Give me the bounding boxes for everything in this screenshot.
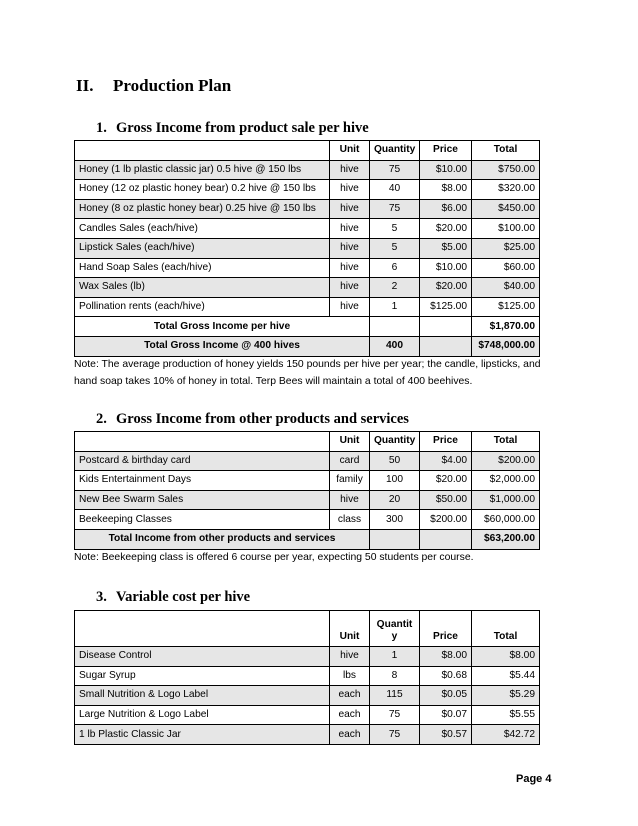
item-cell: New Bee Swarm Sales [75,490,330,510]
total-cell: $2,000.00 [472,471,540,491]
quantity-cell: 2 [370,278,420,298]
total-cell: $42.72 [472,725,540,745]
unit-cell: hive [330,647,370,667]
quantity-cell: 6 [370,258,420,278]
unit-cell: hive [330,490,370,510]
total-400-hives-row [75,336,540,356]
total-cell: $8.00 [472,647,540,667]
price-cell: $4.00 [420,451,472,471]
quantity-cell: 75 [370,705,420,725]
page-number: Page 4 [516,773,552,785]
column-header [75,141,330,161]
table-row [75,725,540,745]
empty-cell [370,317,420,337]
table-row [75,647,540,667]
total-cell: $320.00 [472,180,540,200]
total-value: $63,200.00 [472,529,540,549]
price-cell: $10.00 [420,160,472,180]
quantity-cell: 75 [370,725,420,745]
total-cell: $1,000.00 [472,490,540,510]
item-cell: Sugar Syrup [75,666,330,686]
price-cell: $8.00 [420,647,472,667]
total-cell: $5.44 [472,666,540,686]
item-cell: Hand Soap Sales (each/hive) [75,258,330,278]
column-header: Quantity [370,141,420,161]
total-cell: $60.00 [472,258,540,278]
column-header: Quantit y [370,611,420,647]
price-cell: $20.00 [420,471,472,491]
subsection-title: Gross Income from other products and services [116,411,409,427]
item-cell: Small Nutrition & Logo Label [75,686,330,706]
table-row [75,278,540,298]
item-cell: Pollination rents (each/hive) [75,297,330,317]
total-cell: $60,000.00 [472,510,540,530]
total-cell: $25.00 [472,238,540,258]
unit-cell: hive [330,258,370,278]
table-row [75,510,540,530]
price-cell: $0.57 [420,725,472,745]
column-header: Price [420,611,472,647]
price-cell: $8.00 [420,180,472,200]
unit-cell: family [330,471,370,491]
quantity-cell: 75 [370,199,420,219]
empty-cell [420,529,472,549]
item-cell: Beekeeping Classes [75,510,330,530]
total-cell: $450.00 [472,199,540,219]
item-cell: Honey (8 oz plastic honey bear) 0.25 hive @ 150 lbs [75,199,330,219]
column-header: Total [472,141,540,161]
price-cell: $200.00 [420,510,472,530]
table-row [75,160,540,180]
section-title: Production Plan [113,76,232,95]
price-cell: $20.00 [420,278,472,298]
section-heading [76,76,231,96]
total-value: $748,000.00 [472,336,540,356]
price-cell: $0.07 [420,705,472,725]
subsection-title: Gross Income from product sale per hive [116,120,369,136]
unit-cell: each [330,686,370,706]
quantity-cell: 115 [370,686,420,706]
unit-cell: each [330,725,370,745]
subsection-heading-3 [96,589,250,606]
unit-cell: hive [330,160,370,180]
empty-cell [370,529,420,549]
unit-cell: lbs [330,666,370,686]
table-row [75,219,540,239]
unit-cell: class [330,510,370,530]
table-header-row [75,432,540,452]
price-cell: $50.00 [420,490,472,510]
table-header-row [75,141,540,161]
price-cell: $0.05 [420,686,472,706]
note-honey-production: Note: The average production of honey yields 150 pounds per hive per year; the candle, lipsticks, and hand soap takes 10% of honey in total. Terp Bees will maintain a total of 400 beehives. [74,359,541,387]
item-cell: Postcard & birthday card [75,451,330,471]
total-cell: $5.29 [472,686,540,706]
quantity-cell: 5 [370,238,420,258]
quantity-cell: 20 [370,490,420,510]
gross-income-product-table [74,140,540,357]
quantity-cell: 1 [370,647,420,667]
item-cell: Kids Entertainment Days [75,471,330,491]
total-cell: $125.00 [472,297,540,317]
subsection-title: Variable cost per hive [116,589,251,605]
column-header: Price [420,141,472,161]
total-per-hive-row [75,317,540,337]
column-header [75,432,330,452]
price-cell: $5.00 [420,238,472,258]
table-row [75,451,540,471]
quantity-cell: 75 [370,160,420,180]
price-cell: $20.00 [420,219,472,239]
item-cell: Disease Control [75,647,330,667]
unit-cell: hive [330,297,370,317]
item-cell: Candles Sales (each/hive) [75,219,330,239]
table-row [75,258,540,278]
column-header: Unit [330,611,370,647]
total-cell: $200.00 [472,451,540,471]
quantity-cell: 5 [370,219,420,239]
item-cell: Honey (1 lb plastic classic jar) 0.5 hive @ 150 lbs [75,160,330,180]
total-value: $1,870.00 [472,317,540,337]
table-row [75,238,540,258]
section-number: II. [76,76,94,95]
total-label: Total Gross Income per hive [75,317,370,337]
table-row [75,180,540,200]
column-header: Quantity [370,432,420,452]
subsection-number: 3. [96,589,107,605]
empty-cell [420,317,472,337]
total-label: Total Income from other products and services [75,529,370,549]
item-cell: Wax Sales (lb) [75,278,330,298]
total-cell: $750.00 [472,160,540,180]
price-cell: $125.00 [420,297,472,317]
column-header: Total [472,611,540,647]
variable-cost-table [74,610,540,745]
column-header: Price [420,432,472,452]
total-cell: $100.00 [472,219,540,239]
unit-cell: hive [330,180,370,200]
table-row [75,199,540,219]
item-cell: Honey (12 oz plastic honey bear) 0.2 hive @ 150 lbs [75,180,330,200]
price-cell: $10.00 [420,258,472,278]
price-cell: $0.68 [420,666,472,686]
price-cell: $6.00 [420,199,472,219]
subsection-heading-1 [96,120,369,137]
total-quantity: 400 [370,336,420,356]
column-header: Total [472,432,540,452]
note-beekeeping-class: Note: Beekeeping class is offered 6 course per year, expecting 50 students per course. [74,552,474,563]
column-header: Unit [330,432,370,452]
total-cell: $40.00 [472,278,540,298]
unit-cell: card [330,451,370,471]
total-other-income-row [75,529,540,549]
unit-cell: hive [330,199,370,219]
quantity-cell: 100 [370,471,420,491]
table-row [75,666,540,686]
unit-cell: hive [330,219,370,239]
total-label: Total Gross Income @ 400 hives [75,336,370,356]
subsection-heading-2 [96,411,409,428]
total-cell: $5.55 [472,705,540,725]
column-header [75,611,330,647]
table-header-row [75,611,540,647]
item-cell: Large Nutrition & Logo Label [75,705,330,725]
subsection-number: 2. [96,411,107,427]
item-cell: Lipstick Sales (each/hive) [75,238,330,258]
table-row [75,686,540,706]
column-header: Unit [330,141,370,161]
table-row [75,297,540,317]
table-row [75,471,540,491]
unit-cell: hive [330,278,370,298]
item-cell: 1 lb Plastic Classic Jar [75,725,330,745]
empty-cell [420,336,472,356]
table-row [75,490,540,510]
unit-cell: each [330,705,370,725]
quantity-cell: 40 [370,180,420,200]
quantity-cell: 50 [370,451,420,471]
subsection-number: 1. [96,120,107,136]
quantity-cell: 300 [370,510,420,530]
quantity-cell: 1 [370,297,420,317]
table-row [75,705,540,725]
quantity-cell: 8 [370,666,420,686]
gross-income-other-table [74,431,540,550]
unit-cell: hive [330,238,370,258]
